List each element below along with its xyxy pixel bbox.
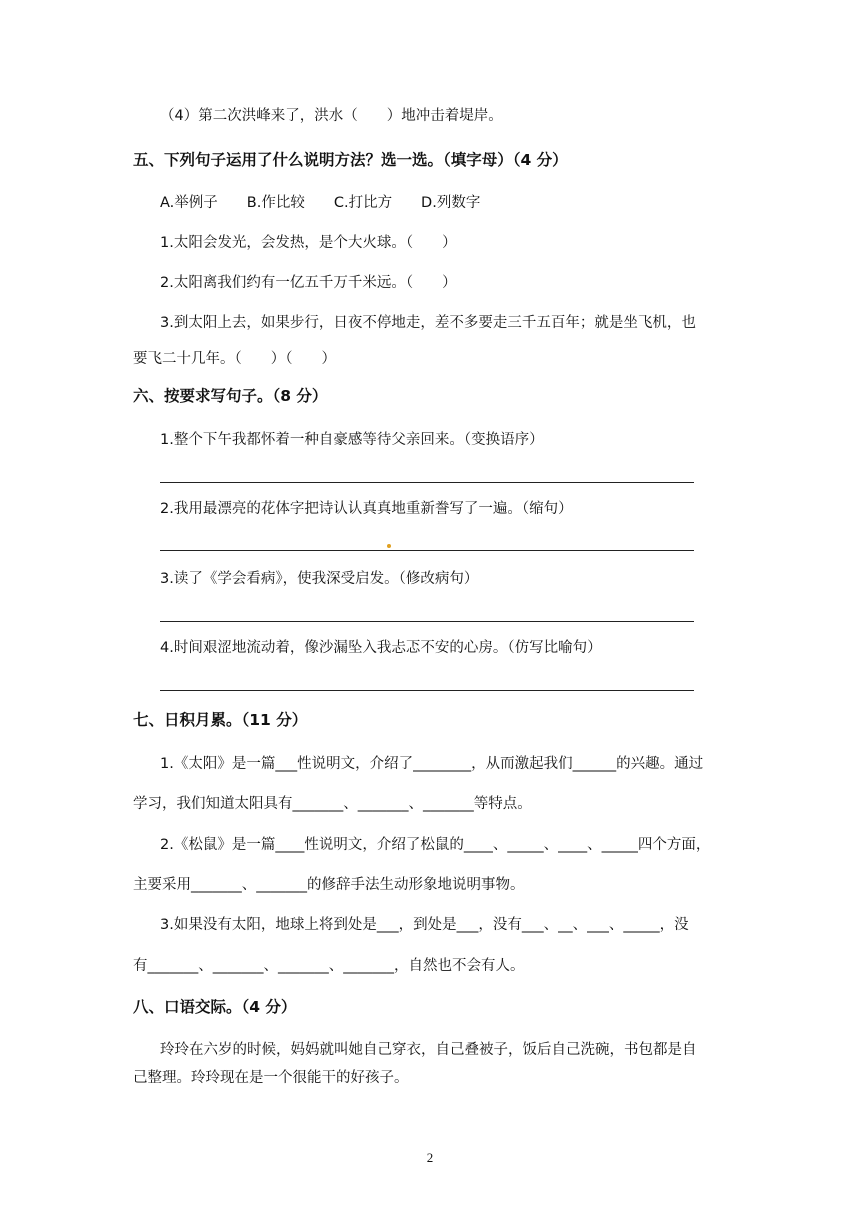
question-6-4: 4.时间艰涩地流动着，像沙漏坠入我忐忑不安的心房。（仿写比喻句） (160, 640, 602, 656)
method-options: A.举例子 B.作比较 C.打比方 D.列数字 (160, 195, 481, 211)
section-6-heading: 六、按要求写句子。（8 分） (133, 387, 328, 405)
page-number: 2 (426, 1150, 434, 1165)
question-7-2-line2: 主要采用_______、_______的修辞手法生动形象地说明事物。 (133, 877, 525, 893)
question-5-1: 1.太阳会发光，会发热，是个大火球。（ ） (160, 235, 457, 251)
section-8-heading: 八、口语交际。（4 分） (133, 998, 297, 1016)
question-7-2-line1: 2.《松鼠》是一篇____性说明文，介绍了松鼠的____、_____、____、_____四个方面， (160, 837, 711, 853)
answer-line-6-1[interactable] (160, 482, 694, 483)
question-4-4: （4）第二次洪峰来了，洪水（ ）地冲击着堤岸。 (160, 108, 503, 124)
question-5-3-line1: 3.到太阳上去，如果步行，日夜不停地走，差不多要走三千五百年；就是坐飞机，也 (160, 315, 696, 331)
question-7-1-line1: 1.《太阳》是一篇___性说明文，介绍了________，从而激起我们______的兴趣。通过 (160, 756, 704, 772)
passage-line1: 玲玲在六岁的时候，妈妈就叫她自己穿衣，自己叠被子，饭后自己洗碗，书包都是自 (160, 1042, 697, 1058)
question-7-3-line1: 3.如果没有太阳，地球上将到处是___，到处是___，没有___、__、___、_____，没 (160, 917, 689, 933)
section-7-heading: 七、日积月累。（11 分） (133, 711, 308, 729)
question-6-2: 2.我用最漂亮的花体字把诗认认真真地重新誊写了一遍。（缩句） (160, 501, 573, 517)
question-6-3: 3.读了《学会看病》，使我深受启发。（修改病句） (160, 571, 479, 587)
answer-line-6-2[interactable] (160, 550, 694, 551)
passage-line2: 己整理。玲玲现在是一个很能干的好孩子。 (133, 1070, 409, 1086)
section-5-heading: 五、下列句子运用了什么说明方法？选一选。（填字母）（4 分） (133, 151, 568, 169)
question-7-3-line2: 有_______、_______、_______、_______，自然也不会有人。 (133, 958, 525, 974)
answer-line-6-3[interactable] (160, 621, 694, 622)
answer-line-6-4[interactable] (160, 690, 694, 691)
question-6-1: 1.整个下午我都怀着一种自豪感等待父亲回来。（变换语序） (160, 432, 544, 448)
marker-dot (387, 544, 391, 548)
question-5-3-line2: 要飞二十几年。（ ）（ ） (133, 351, 336, 367)
question-7-1-line2: 学习，我们知道太阳具有_______、_______、_______等特点。 (133, 796, 532, 812)
question-5-2: 2.太阳离我们约有一亿五千万千米远。（ ） (160, 275, 457, 291)
